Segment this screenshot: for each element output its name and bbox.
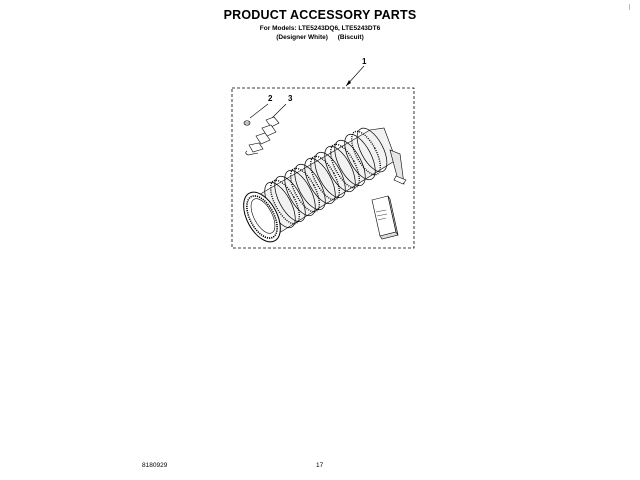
- callout-2: 2: [268, 94, 273, 103]
- callout-3: 3: [288, 94, 293, 103]
- screw-part: [244, 121, 250, 125]
- part-number: 8180929: [142, 462, 168, 469]
- leader-line-2: [250, 104, 268, 118]
- leader-line-3: [272, 104, 286, 118]
- variant-biscuit: (Biscuit): [337, 34, 364, 41]
- instruction-booklet: [372, 196, 398, 239]
- clamp-part: [246, 117, 279, 155]
- models-line: For Models: LTE5243DQ6, LTE5243DT6: [259, 25, 381, 32]
- variant-designer-white: (Designer White): [276, 34, 328, 41]
- page-number: 17: [316, 462, 324, 469]
- page-title: PRODUCT ACCESSORY PARTS: [223, 8, 417, 22]
- callout-1: 1: [362, 57, 367, 66]
